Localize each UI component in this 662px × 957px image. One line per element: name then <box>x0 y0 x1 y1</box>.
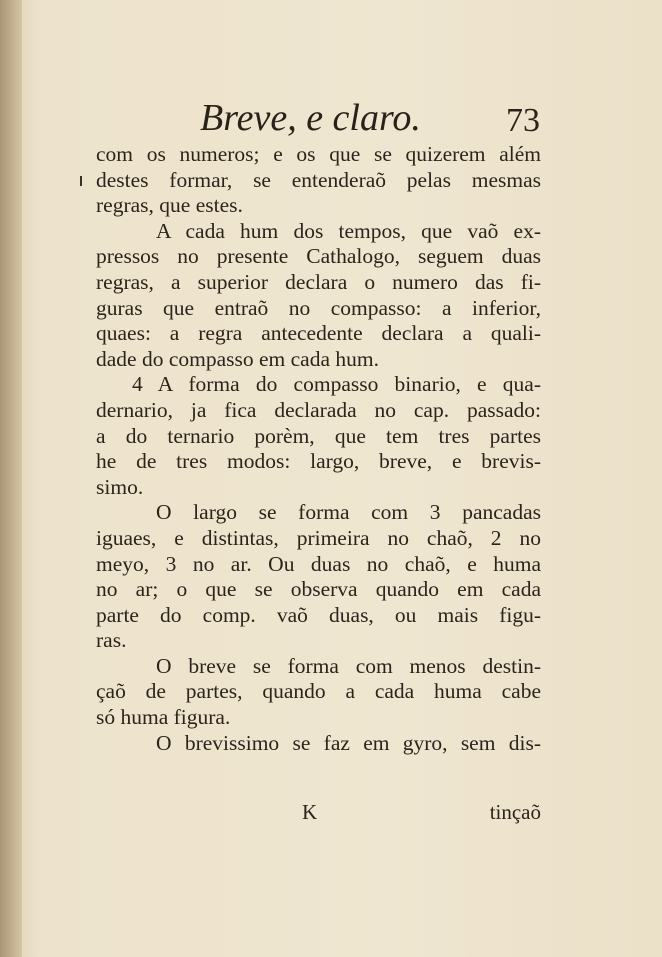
catchword: tinçaõ <box>489 800 541 824</box>
margin-mark <box>80 176 82 186</box>
text-line: O largo se forma com 3 pancadas <box>156 500 541 525</box>
text-line: regras, a superior declara o numero das fi- <box>96 269 541 294</box>
text-line: he de tres modos: largo, breve, e brevis- <box>96 449 541 474</box>
text-line: O brevissimo se faz em gyro, sem dis- <box>156 730 541 755</box>
text-line: com os numeros; e os que se quizerem além <box>96 142 541 166</box>
page-footer <box>96 800 541 828</box>
text-line: iguaes, e distintas, primeira no chaõ, 2 no <box>96 525 541 550</box>
running-title: Breve, e claro. <box>200 97 421 139</box>
page-header <box>200 96 540 140</box>
text-line: pressos no presente Cathalogo, seguem duas <box>96 244 541 269</box>
text-line: çaõ de partes, quando a cada huma cabe <box>96 679 541 704</box>
text-line: no ar; o que se observa quando em cada <box>96 577 541 602</box>
text-line: destes formar, se entenderaõ pelas mesmas <box>96 167 541 192</box>
text-line: guras que entraõ no compasso: a inferior, <box>96 295 541 320</box>
text-line: quaes: a regra antecedente declara a quali- <box>96 321 541 346</box>
text-line: ras. <box>96 628 127 653</box>
text-line: parte do comp. vaõ duas, ou mais figu- <box>96 602 541 627</box>
page-gutter <box>0 0 22 957</box>
text-line: meyo, 3 no ar. Ou duas no chaõ, e huma <box>96 551 541 576</box>
text-line: dernario, ja fica declarada no cap. passado: <box>96 397 541 422</box>
text-line: A cada hum dos tempos, que vaõ ex- <box>156 218 541 243</box>
text-line: a do ternario porèm, que tem tres partes <box>96 423 541 448</box>
text-line: só huma figura. <box>96 705 231 730</box>
text-line: O breve se forma com menos destin- <box>156 653 541 678</box>
text-line: 4 A forma do compasso binario, e qua- <box>132 372 541 397</box>
text-line: regras, que estes. <box>96 193 243 218</box>
page-number: 73 <box>506 102 540 139</box>
text-line: dade do compasso em cada hum. <box>96 346 379 371</box>
text-line: simo. <box>96 474 144 499</box>
signature-mark: K <box>302 800 318 824</box>
body-text <box>96 142 541 756</box>
